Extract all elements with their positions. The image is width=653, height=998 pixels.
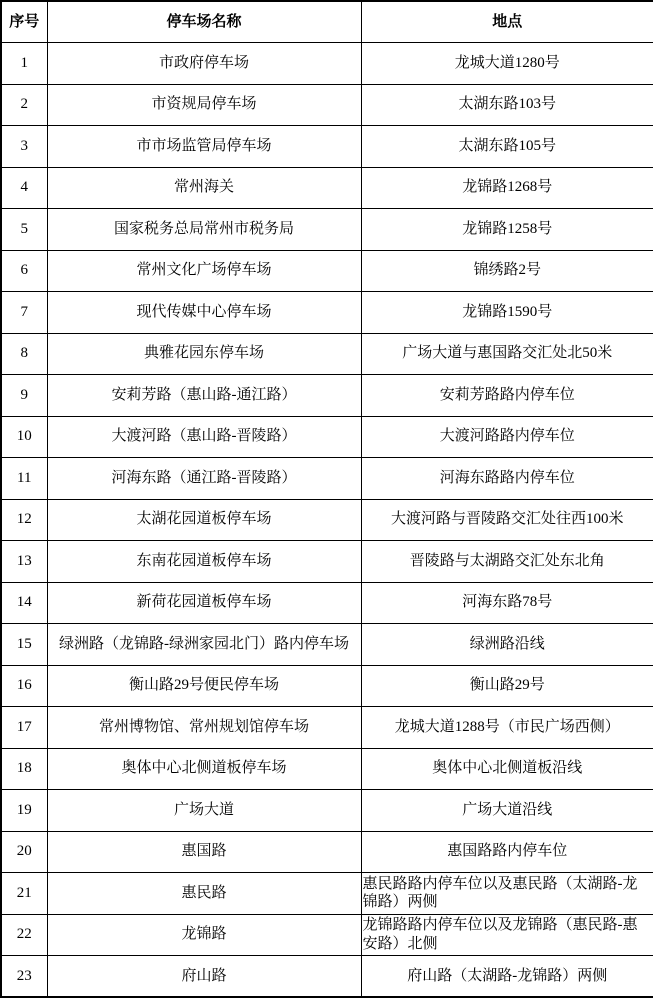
row-number-cell: 18 [1,748,47,790]
table-row [1,956,653,998]
parking-name-cell: 广场大道 [47,790,361,832]
location-cell: 太湖东路103号 [361,84,653,126]
row-number-cell: 4 [1,167,47,209]
parking-name-cell: 市政府停车场 [47,43,361,85]
parking-name-cell: 奥体中心北侧道板停车场 [47,748,361,790]
row-number-cell: 13 [1,541,47,583]
row-number-cell: 7 [1,292,47,334]
row-number-cell: 14 [1,582,47,624]
row-number-cell: 11 [1,458,47,500]
row-number-cell: 22 [1,914,47,956]
table-row [1,873,653,915]
location-cell: 龙城大道1280号 [361,43,653,85]
parking-name-cell: 府山路 [47,956,361,998]
row-number-cell: 8 [1,333,47,375]
parking-name-cell: 国家税务总局常州市税务局 [47,209,361,251]
header-parking-name: 停车场名称 [47,1,361,43]
row-number-cell: 12 [1,499,47,541]
parking-name-cell: 常州文化广场停车场 [47,250,361,292]
table-row [1,914,653,956]
location-cell: 龙锦路1590号 [361,292,653,334]
table-row [1,582,653,624]
location-cell: 锦绣路2号 [361,250,653,292]
row-number-cell: 6 [1,250,47,292]
parking-name-cell: 惠民路 [47,873,361,915]
location-cell: 衡山路29号 [361,665,653,707]
parking-name-cell: 太湖花园道板停车场 [47,499,361,541]
table-row [1,831,653,873]
row-number-cell: 3 [1,126,47,168]
row-number-cell: 16 [1,665,47,707]
location-cell: 奥体中心北侧道板沿线 [361,748,653,790]
parking-name-cell: 新荷花园道板停车场 [47,582,361,624]
row-number-cell: 21 [1,873,47,915]
table-row [1,84,653,126]
table-row [1,167,653,209]
table-row [1,416,653,458]
row-number-cell: 5 [1,209,47,251]
location-cell: 广场大道与惠国路交汇处北50米 [361,333,653,375]
location-cell: 晋陵路与太湖路交汇处东北角 [361,541,653,583]
row-number-cell: 10 [1,416,47,458]
table-row [1,665,653,707]
location-cell: 龙锦路1258号 [361,209,653,251]
table-row [1,43,653,85]
location-cell: 惠民路路内停车位以及惠民路（太湖路-龙锦路）两侧 [361,873,653,915]
header-serial-number: 序号 [1,1,47,43]
table-row [1,250,653,292]
location-cell: 府山路（太湖路-龙锦路）两侧 [361,956,653,998]
table-body [1,43,653,998]
parking-name-cell: 现代传媒中心停车场 [47,292,361,334]
location-cell: 绿洲路沿线 [361,624,653,666]
header-row [1,1,653,43]
parking-name-cell: 大渡河路（惠山路-晋陵路） [47,416,361,458]
row-number-cell: 17 [1,707,47,749]
table-row [1,209,653,251]
table-row [1,707,653,749]
row-number-cell: 9 [1,375,47,417]
parking-name-cell: 常州博物馆、常州规划馆停车场 [47,707,361,749]
table-row [1,292,653,334]
location-cell: 河海东路路内停车位 [361,458,653,500]
parking-name-cell: 市市场监管局停车场 [47,126,361,168]
parking-name-cell: 常州海关 [47,167,361,209]
parking-name-cell: 惠国路 [47,831,361,873]
header-location: 地点 [361,1,653,43]
parking-name-cell: 安莉芳路（惠山路-通江路） [47,375,361,417]
parking-name-cell: 东南花园道板停车场 [47,541,361,583]
location-cell: 龙城大道1288号（市民广场西侧） [361,707,653,749]
location-cell: 龙锦路路内停车位以及龙锦路（惠民路-惠安路）北侧 [361,914,653,956]
row-number-cell: 1 [1,43,47,85]
location-cell: 安莉芳路路内停车位 [361,375,653,417]
parking-name-cell: 衡山路29号便民停车场 [47,665,361,707]
table-row [1,458,653,500]
row-number-cell: 19 [1,790,47,832]
parking-name-cell: 河海东路（通江路-晋陵路） [47,458,361,500]
table-row [1,541,653,583]
location-cell: 河海东路78号 [361,582,653,624]
location-cell: 龙锦路1268号 [361,167,653,209]
parking-name-cell: 绿洲路（龙锦路-绿洲家园北门）路内停车场 [47,624,361,666]
row-number-cell: 15 [1,624,47,666]
table-row [1,790,653,832]
location-cell: 大渡河路路内停车位 [361,416,653,458]
parking-name-cell: 龙锦路 [47,914,361,956]
table-row [1,375,653,417]
table-row [1,748,653,790]
table-row [1,499,653,541]
location-cell: 大渡河路与晋陵路交汇处往西100米 [361,499,653,541]
location-cell: 惠国路路内停车位 [361,831,653,873]
parking-name-cell: 典雅花园东停车场 [47,333,361,375]
row-number-cell: 2 [1,84,47,126]
location-cell: 广场大道沿线 [361,790,653,832]
table-row [1,333,653,375]
table-row [1,126,653,168]
row-number-cell: 23 [1,956,47,998]
location-cell: 太湖东路105号 [361,126,653,168]
parking-name-cell: 市资规局停车场 [47,84,361,126]
row-number-cell: 20 [1,831,47,873]
table-row [1,624,653,666]
